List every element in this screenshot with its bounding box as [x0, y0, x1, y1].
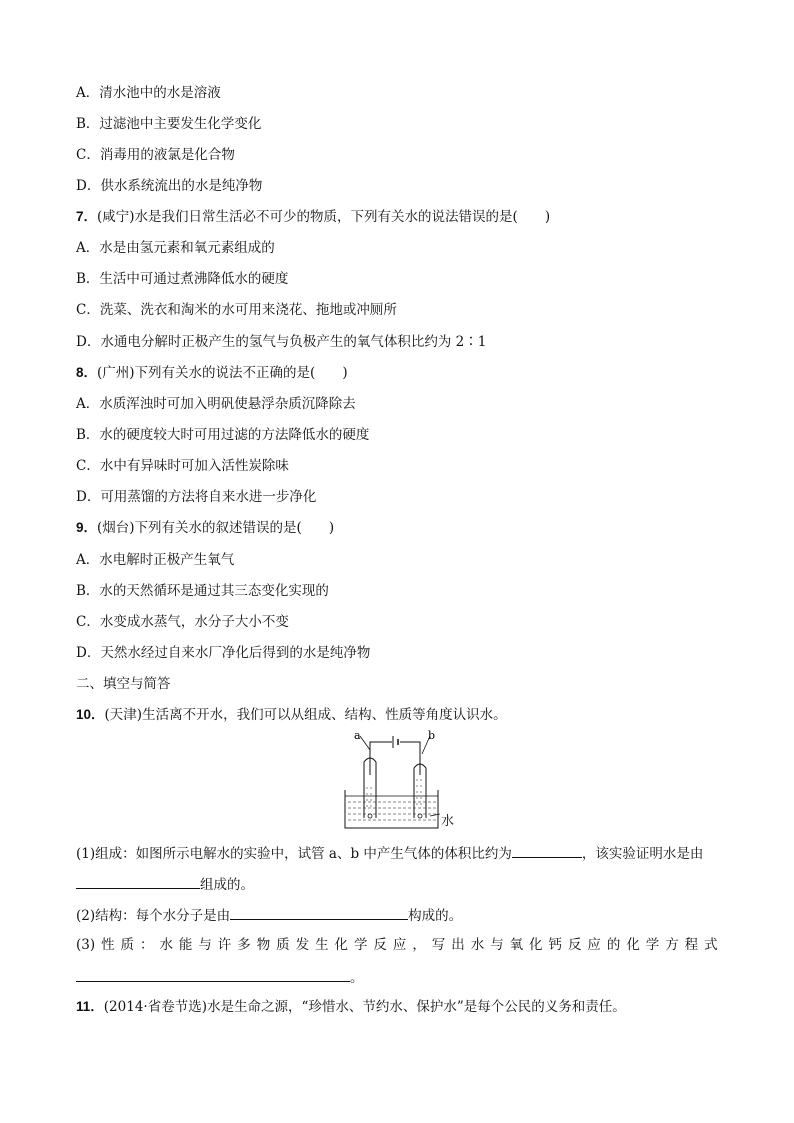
- q9-option-d: D．天然水经过自来水厂净化后得到的水是纯净物: [76, 645, 371, 661]
- q10-part3-char: 水: [470, 937, 485, 953]
- q10-part3-char: 化: [626, 937, 640, 953]
- q9-stem: (烟台)下列有关水的叙述错误的是( ): [97, 520, 335, 536]
- q10-part3-char: 发: [295, 937, 310, 953]
- q10-part3-char: 程: [684, 937, 699, 953]
- q10-part2-line: [76, 905, 462, 925]
- q10-part3-char: 质: [276, 937, 290, 953]
- label-a: a: [354, 730, 361, 742]
- q11-number: 11．: [76, 999, 104, 1014]
- q10-part1-text-b: ，该实验证明水是由: [581, 846, 704, 862]
- q10-part3-char: 能: [178, 937, 193, 953]
- q9-option-b: B．水的天然循环是通过其三态变化实现的: [76, 583, 329, 599]
- q10-part3-char: ，: [412, 937, 426, 953]
- q10-part3-char: 与: [490, 937, 504, 953]
- q9-stem-line: [76, 519, 334, 537]
- q11-stem: (2014·省卷节选)水是生命之源，“珍惜水、节约水、保护水”是每个公民的义务和责任。: [103, 999, 626, 1015]
- electrolysis-apparatus-figure: [340, 730, 450, 830]
- q7-option-d: D．水通电分解时正极产生的氢气与负极产生的氧气体积比约为 2∶1: [76, 334, 487, 350]
- q7-stem: (咸宁)水是我们日常生活必不可少的物质，下列有关水的说法错误的是( ): [97, 209, 551, 225]
- q10-part3-char: 写: [431, 937, 446, 953]
- q7-option-c: C．洗菜、洗衣和淘米的水可用来浇花、拖地或冲厕所: [76, 302, 397, 318]
- q8-number: 8．: [76, 365, 98, 380]
- q10-part3-char: 化: [334, 937, 349, 953]
- q10-part3-char: 反: [373, 937, 387, 953]
- q6-option-c: C．消毒用的液氯是化合物: [76, 147, 235, 163]
- q8-option-a: A．水质浑浊时可加入明矾使悬浮杂质沉降除去: [76, 396, 356, 412]
- q10-part3-char: 钙: [548, 937, 562, 953]
- q10-part3-char: 方: [665, 937, 679, 953]
- water-label: 水: [441, 814, 455, 829]
- q10-part1-text-a: (1)组成：如图所示电解水的实验中，试管 a、b 中产生气体的体积比约为: [76, 846, 512, 862]
- q8-option-c: C．水中有异味时可加入活性炭除味: [76, 458, 289, 474]
- label-a-pointer: [360, 736, 370, 750]
- q10-part3-char: 水: [159, 937, 173, 953]
- q10-part3-char: 物: [256, 937, 271, 953]
- answer-blank-composition[interactable]: [76, 874, 200, 889]
- q10-part3-char: 式: [704, 937, 718, 953]
- q10-part3-char: ：: [139, 937, 154, 953]
- q10-stem: (天津)生活离不开水，我们可以从组成、结构、性质等角度认识水。: [104, 707, 507, 723]
- water-hatching: [348, 802, 436, 820]
- q9-option-a: A．水电解时正极产生氧气: [76, 552, 235, 568]
- q10-stem-line: [76, 706, 507, 724]
- q10-part3-line1: [76, 936, 718, 954]
- q7-number: 7．: [76, 209, 98, 224]
- q7-stem-line: [76, 208, 550, 226]
- q10-part3-char: 生: [315, 937, 329, 953]
- q10-part3-char: 应: [587, 937, 601, 953]
- q10-part3-char: 出: [451, 937, 465, 953]
- q10-part3-char: 反: [567, 937, 582, 953]
- q9-number: 9．: [76, 520, 98, 535]
- q10-part3-char: 许: [217, 937, 232, 953]
- q8-option-b: B．水的硬度较大时可用过滤的方法降低水的硬度: [76, 427, 370, 443]
- q10-part3-line2: [76, 967, 364, 987]
- electrode-a: [368, 814, 372, 818]
- answer-blank-ratio[interactable]: [512, 843, 582, 858]
- q8-option-d: D．可用蒸馏的方法将自来水进一步净化: [76, 489, 317, 505]
- answer-blank-structure[interactable]: [230, 905, 408, 920]
- q10-part3-char: 学: [645, 937, 660, 953]
- q6-option-d: D．供水系统流出的水是纯净物: [76, 178, 263, 194]
- electrode-b: [418, 814, 422, 818]
- q10-part3-end: 。: [350, 970, 364, 986]
- test-tube-b-water: [416, 780, 424, 804]
- q6-option-b: B．过滤池中主要发生化学变化: [76, 116, 262, 132]
- q7-option-b: B．生活中可通过煮沸降低水的硬度: [76, 271, 289, 287]
- q10-part1-line2: [76, 874, 254, 894]
- q9-option-c: C．水变成水蒸气，水分子大小不变: [76, 614, 289, 630]
- q10-part1-line1: [76, 843, 703, 863]
- q10-part3-char: 多: [237, 937, 251, 953]
- q10-part3-char: 学: [353, 937, 368, 953]
- q11-stem-line: [76, 998, 626, 1016]
- wire-left: [370, 742, 392, 775]
- q10-part3-char: 化: [529, 937, 543, 953]
- q10-part1-text-c: 组成的。: [200, 877, 254, 893]
- q10-part2-text-a: (2)结构：每个水分子是由: [76, 908, 231, 924]
- test-tube-a-water: [366, 788, 374, 806]
- q10-part3-char: 与: [198, 937, 212, 953]
- wire-right: [400, 742, 420, 775]
- q7-option-a: A．水是由氢元素和氧元素组成的: [76, 240, 275, 256]
- q10-part3-char: 的: [606, 937, 621, 953]
- q10-part3-char: (3): [76, 937, 96, 953]
- q8-stem-line: [76, 364, 348, 382]
- q10-number: 10．: [76, 707, 105, 722]
- q10-part2-text-b: 构成的。: [408, 908, 463, 924]
- label-b: b: [428, 730, 436, 742]
- q8-stem: (广州)下列有关水的说法不正确的是( ): [97, 365, 348, 381]
- q10-part3-char: 氧: [509, 937, 524, 953]
- q10-part3-char: 应: [392, 937, 407, 953]
- q10-part3-char: 质: [120, 937, 135, 953]
- q10-part3-char: 性: [101, 937, 115, 953]
- section-heading: 二、填空与简答: [76, 676, 171, 692]
- q6-option-a: A．清水池中的水是溶液: [76, 85, 221, 101]
- answer-blank-equation[interactable]: [76, 967, 350, 982]
